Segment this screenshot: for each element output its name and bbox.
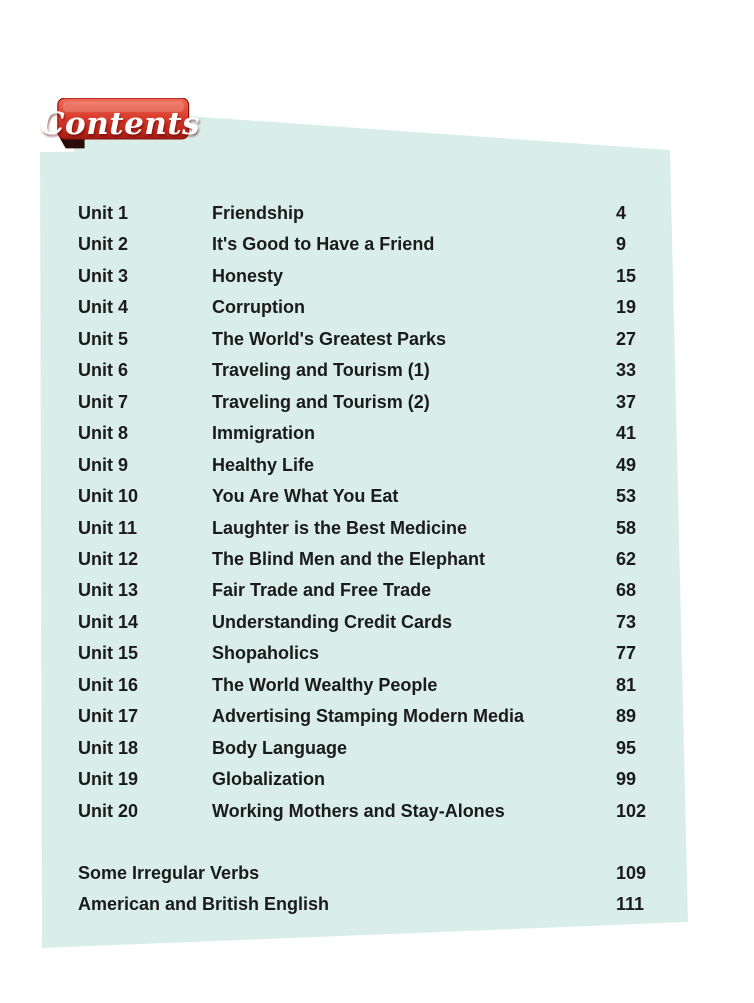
unit-number: Unit 1 [78,203,129,223]
toc-row [0,390,754,414]
unit-title: Globalization [212,769,326,790]
toc-row [0,201,754,225]
toc-row [0,799,754,823]
unit-title: It's Good to Have a Friend [212,234,435,255]
toc-row [0,736,754,760]
unit-title: The Blind Men and the Elephant [212,548,486,569]
unit-number: Unit 17 [78,706,139,727]
toc-row [0,673,754,697]
unit-title: Immigration [212,423,316,444]
page-number: 102 [616,800,647,821]
toc-row [0,484,754,508]
page-number: 109 [616,863,647,883]
toc-row [0,264,754,288]
appendix-row [0,861,754,885]
unit-number: Unit 20 [78,800,139,821]
unit-number: Unit 9 [78,454,129,475]
unit-number: Unit 16 [78,674,139,695]
toc-row [0,327,754,351]
unit-number: Unit 15 [78,643,139,664]
toc-row [0,358,754,382]
toc-row [0,767,754,791]
unit-number: Unit 8 [78,423,129,444]
page-number: 73 [616,611,637,632]
unit-title: Healthy Life [212,454,315,475]
page-number: 89 [616,706,637,727]
appendix-title: American and British English [78,894,330,914]
page-number: 33 [616,360,637,381]
unit-title: Honesty [212,265,284,286]
unit-title: Laughter is the Best Medicine [212,517,468,538]
toc-row [0,232,754,256]
page-number: 99 [616,769,637,790]
page-number: 27 [616,328,637,349]
page-number: 41 [616,423,637,444]
unit-number: Unit 2 [78,234,129,255]
unit-title: The World Wealthy People [212,674,438,695]
unit-title: Working Mothers and Stay-Alones [212,800,505,821]
toc-row [0,547,754,571]
toc-row [0,578,754,602]
appendix-row [0,892,754,916]
page-number: 81 [616,674,637,695]
appendix-title: Some Irregular Verbs [78,863,260,883]
unit-number: Unit 13 [78,580,139,601]
unit-title: The World's Greatest Parks [212,328,447,349]
page-number: 62 [616,548,637,569]
page-number: 4 [616,203,627,223]
unit-title: Understanding Credit Cards [212,611,453,632]
unit-title: You Are What You Eat [212,486,399,507]
unit-title: Shopaholics [212,643,320,664]
page-number: 58 [616,517,637,538]
unit-number: Unit 5 [78,328,129,349]
page-number: 37 [616,391,637,412]
page-number: 19 [616,297,637,318]
unit-title: Friendship [212,203,305,223]
toc-row [0,421,754,445]
unit-number: Unit 14 [78,611,139,632]
page-number: 9 [616,234,627,255]
toc-row [0,516,754,540]
toc-row [0,641,754,665]
unit-title: Advertising Stamping Modern Media [212,706,525,727]
page-number: 95 [616,737,637,758]
unit-number: Unit 12 [78,548,139,569]
toc-row [0,704,754,728]
unit-number: Unit 7 [78,391,129,412]
unit-number: Unit 11 [78,517,138,538]
unit-number: Unit 10 [78,486,139,507]
unit-number: Unit 3 [78,265,129,286]
unit-number: Unit 18 [78,737,139,758]
page-number: 53 [616,486,637,507]
toc-row [0,610,754,634]
page-number: 68 [616,580,637,601]
unit-number: Unit 6 [78,360,129,381]
unit-title: Traveling and Tourism (2) [212,391,430,412]
page-title: Contents [39,106,201,142]
page-number: 77 [616,643,637,664]
unit-title: Corruption [212,297,305,318]
page-number: 15 [616,265,637,286]
page-number: 111 [616,894,645,914]
unit-title: Body Language [212,737,348,758]
unit-number: Unit 4 [78,297,129,318]
unit-number: Unit 19 [78,769,139,790]
unit-title: Traveling and Tourism (1) [212,360,430,381]
toc-row [0,295,754,319]
page-number: 49 [616,454,637,475]
toc-row [0,453,754,477]
unit-title: Fair Trade and Free Trade [212,580,432,601]
